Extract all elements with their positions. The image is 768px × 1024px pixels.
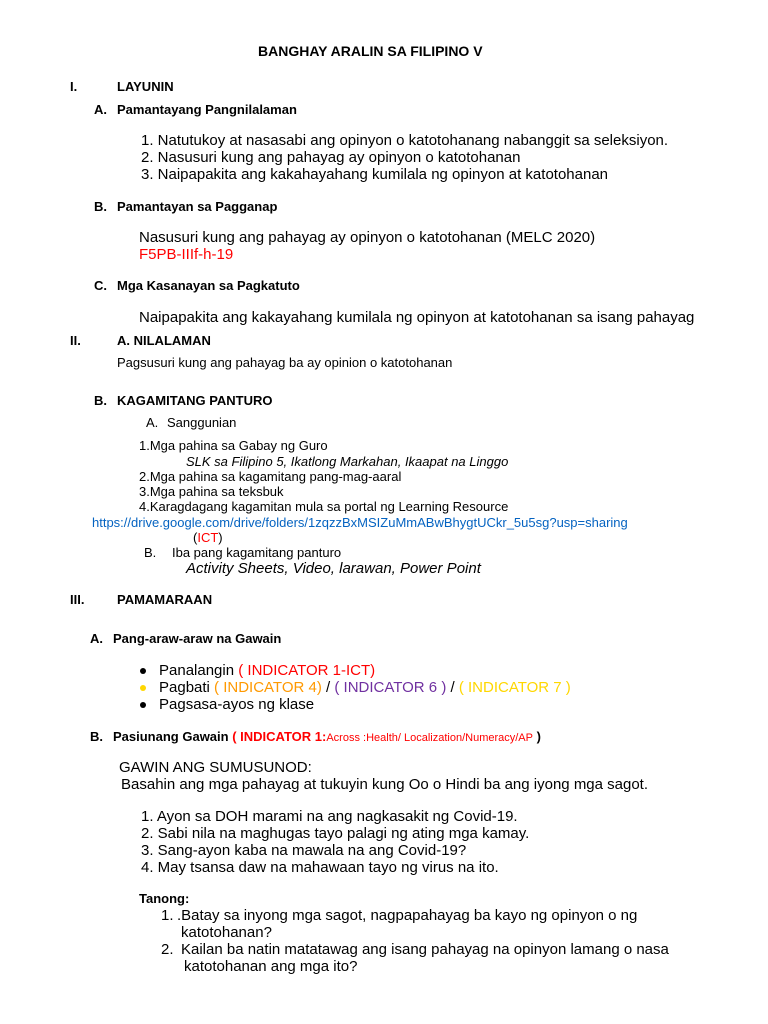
learning-competency-text: Naipapakita ang kakayahang kumilala ng opinyon at katotohanan sa isang pahayag bbox=[139, 309, 695, 326]
other-materials-detail: Activity Sheets, Video, larawan, Power Point bbox=[186, 560, 481, 577]
section-1-number: I. bbox=[70, 79, 78, 94]
question-2-number: 2. bbox=[161, 941, 174, 958]
gawin-heading: GAWIN ANG SUMUSUNOD: bbox=[119, 759, 312, 776]
indicator-6: ( INDICATOR 6 ) bbox=[334, 679, 447, 696]
objective-item-2: 2. Nasusuri kung ang pahayag ay opinyon o katotohanan bbox=[141, 149, 521, 166]
section-2-number: II. bbox=[70, 333, 81, 348]
subsection-3b-heading: Pasiunang Gawain bbox=[113, 729, 233, 744]
subsection-2b-label: B. bbox=[94, 393, 107, 408]
daily-routine-item-3: Pagsasa-ayos ng klase bbox=[159, 696, 315, 713]
subsection-1a-label: A. bbox=[94, 102, 107, 117]
statement-item-3: 3. Sang-ayon kaba na mawala na ang Covid-19? bbox=[141, 842, 467, 859]
statement-item-1: 1. Ayon sa DOH marami na ang nagkasakit ng Covid-19. bbox=[141, 808, 518, 825]
section-3-number: III. bbox=[70, 592, 85, 607]
subsection-1b-heading: Pamantayan sa Pagganap bbox=[117, 199, 278, 214]
subsection-1c-heading: Mga Kasanayan sa Pagkatuto bbox=[117, 278, 300, 293]
indicator-1-areas: Across :Health/ Localization/Numeracy/AP bbox=[326, 732, 533, 744]
learning-resource-link[interactable]: https://drive.google.com/drive/folders/1zqzzBxMSIZuMmABwBhygtUCkr_5u5sg?usp=sharing bbox=[92, 515, 628, 530]
section-1-heading: LAYUNIN bbox=[117, 79, 174, 94]
document-title: BANGHAY ARALIN SA FILIPINO V bbox=[258, 43, 483, 59]
statement-item-4: 4. May tsansa daw na mahawaan tayo ng virus na ito. bbox=[141, 859, 499, 876]
reference-item-2: 2.Mga pahina sa kagamitang pang-mag-aaral bbox=[139, 469, 402, 484]
bullet-icon bbox=[140, 702, 146, 708]
content-text: Pagsusuri kung ang pahayag ba ay opinion o katotohanan bbox=[117, 355, 453, 370]
question-1-line-1: .Batay sa inyong mga sagot, nagpapahayag ba kayo ng opinyon o ng bbox=[177, 907, 638, 924]
bullet-icon bbox=[140, 668, 146, 674]
subsection-1a-heading: Pamantayang Pangnilalaman bbox=[117, 102, 297, 117]
subsection-3b-label: B. bbox=[90, 729, 103, 744]
reference-item-3: 3.Mga pahina sa teksbuk bbox=[139, 484, 284, 499]
ict-label: ICT bbox=[197, 530, 219, 545]
activity-instruction: Basahin ang mga pahayag at tukuyin kung Oo o Hindi ba ang iyong mga sagot. bbox=[121, 776, 649, 793]
reference-item-4: 4.Karagdagang kagamitan mula sa portal ng Learning Resource bbox=[139, 499, 509, 514]
other-materials-label: B. bbox=[144, 545, 157, 560]
section-2-heading: A. NILALAMAN bbox=[117, 333, 211, 348]
question-1-number: 1. bbox=[161, 907, 174, 924]
section-3-heading: PAMAMARAAN bbox=[117, 592, 213, 607]
tanong-heading: Tanong: bbox=[139, 891, 190, 906]
objective-item-3: 3. Naipapakita ang kakahayahang kumilala ng opinyon at katotohanan bbox=[141, 166, 609, 183]
bullet-icon bbox=[140, 685, 146, 691]
indicator-4: ( INDICATOR 4) bbox=[214, 679, 322, 696]
melc-code: F5PB-IIIf-h-19 bbox=[139, 246, 234, 263]
performance-standard-text: Nasusuri kung ang pahayag ay opinyon o katotohanan (MELC 2020) bbox=[139, 229, 596, 246]
indicator-1-label: ( INDICATOR 1: bbox=[232, 729, 327, 744]
subsection-1b-label: B. bbox=[94, 199, 107, 214]
reference-item-1-detail: SLK sa Filipino 5, Ikatlong Markahan, Ikaapat na Linggo bbox=[186, 454, 509, 469]
sanggunian-label: A. bbox=[146, 415, 159, 430]
subsection-3a-heading: Pang-araw-araw na Gawain bbox=[113, 631, 282, 646]
ict-note: (ICT) bbox=[193, 530, 223, 545]
question-1-line-2: katotohanan? bbox=[181, 924, 272, 941]
indicator-7: ( INDICATOR 7 ) bbox=[458, 679, 571, 696]
subsection-2b-heading: KAGAMITANG PANTURO bbox=[117, 393, 273, 408]
question-2-line-1: Kailan ba natin matatawag ang isang pahayag na opinyon lamang o nasa bbox=[181, 941, 669, 958]
other-materials-heading: Iba pang kagamitang panturo bbox=[172, 545, 342, 560]
subsection-1c-label: C. bbox=[94, 278, 107, 293]
daily-routine-item-2: Pagbati ( INDICATOR 4) / ( INDICATOR 6 ) / ( INDICATOR 7 ) bbox=[159, 679, 571, 696]
statement-item-2: 2. Sabi nila na maghugas tayo palagi ng ating mga kamay. bbox=[141, 825, 530, 842]
reference-item-1: 1.Mga pahina sa Gabay ng Guro bbox=[139, 438, 328, 453]
subsection-3b-heading-line: Pasiunang Gawain ( INDICATOR 1:Across :Health/ Localization/Numeracy/AP ) bbox=[113, 729, 541, 744]
indicator-1-ict: ( INDICATOR 1-ICT) bbox=[238, 662, 376, 679]
subsection-3a-label: A. bbox=[90, 631, 103, 646]
question-2-line-2: katotohanan ang mga ito? bbox=[184, 958, 358, 975]
objective-item-1: 1. Natutukoy at nasasabi ang opinyon o katotohanang nabanggit sa seleksiyon. bbox=[141, 132, 669, 149]
sanggunian-heading: Sanggunian bbox=[167, 415, 237, 430]
daily-routine-item-1: Panalangin ( INDICATOR 1-ICT) bbox=[159, 662, 376, 679]
